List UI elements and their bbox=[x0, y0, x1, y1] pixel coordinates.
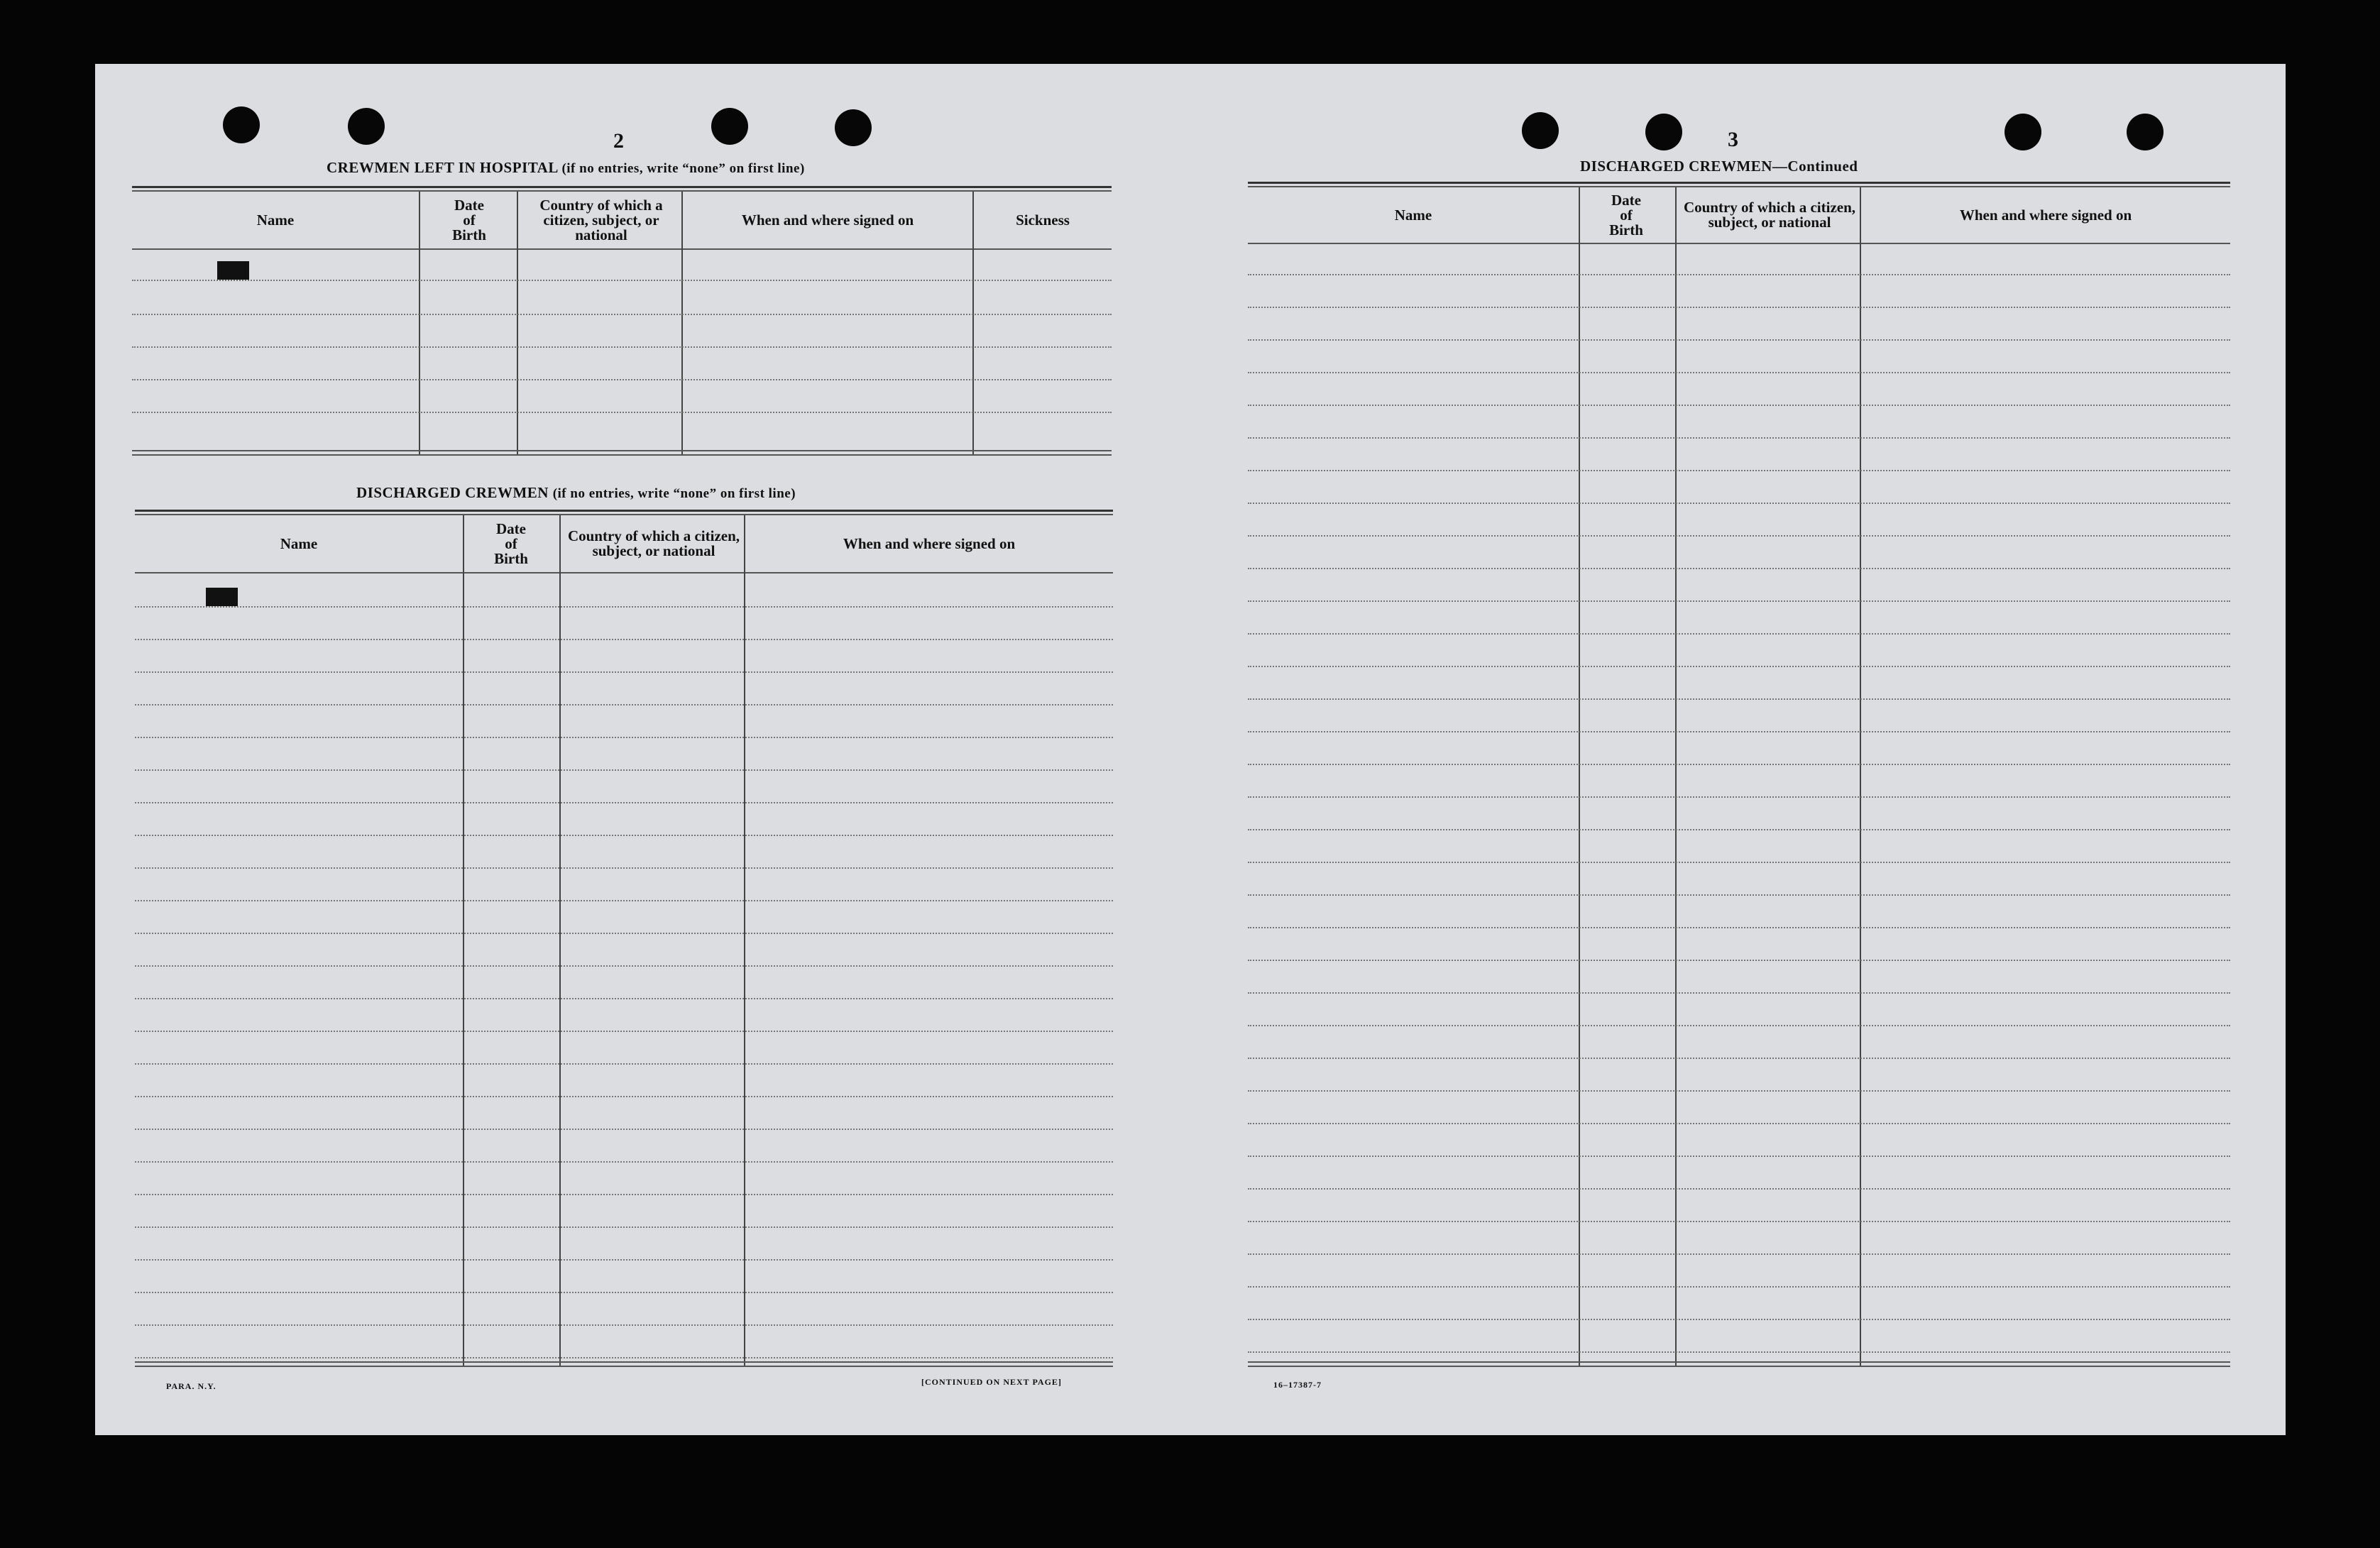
table-row-line bbox=[1248, 829, 2230, 830]
continued-section-title: DISCHARGED CREWMEN—Continued bbox=[1580, 158, 1858, 175]
page-number-left: 2 bbox=[613, 129, 624, 153]
table-row-line bbox=[132, 412, 1112, 413]
table-row-line bbox=[135, 1096, 1113, 1097]
table-row-line bbox=[135, 769, 1113, 771]
col-header-signed-on: When and where signed on bbox=[843, 534, 1016, 552]
document-sheet bbox=[95, 64, 2286, 1435]
table-row-line bbox=[1248, 666, 2230, 667]
punch-hole bbox=[1522, 112, 1559, 149]
hospital-title-text: CREWMEN LEFT IN HOSPITAL bbox=[327, 159, 558, 176]
table-bottom-rule bbox=[132, 454, 1112, 456]
table-row-line bbox=[1248, 1123, 2230, 1124]
table-row-line bbox=[135, 606, 1113, 608]
table-row-line bbox=[1248, 1025, 2230, 1026]
table-row-line bbox=[1248, 1090, 2230, 1092]
table-row-line bbox=[1248, 568, 2230, 569]
table-row-line bbox=[1248, 535, 2230, 537]
col-header-signed-on: When and where signed on bbox=[741, 211, 914, 229]
table-row-line bbox=[1248, 372, 2230, 373]
punch-hole bbox=[223, 106, 260, 143]
column-divider bbox=[1579, 187, 1580, 1367]
col-header-name: Name bbox=[1394, 206, 1432, 224]
col-header-country: Country of which a citizen, subject, or national bbox=[1683, 199, 1856, 231]
table-row-line bbox=[1248, 1319, 2230, 1320]
table-row-line bbox=[135, 1357, 1113, 1358]
discharged-instruction: (if no entries, write “none” on first line) bbox=[552, 486, 796, 501]
punch-hole bbox=[1645, 114, 1682, 150]
discharged-table-right bbox=[1248, 182, 2230, 1438]
column-divider bbox=[559, 515, 561, 1367]
table-row-line bbox=[1248, 405, 2230, 406]
punch-hole bbox=[835, 109, 872, 146]
punch-hole bbox=[348, 108, 385, 145]
col-header-country: Country of which a citizen, subject, or national bbox=[567, 527, 740, 559]
discharged-section-title bbox=[356, 484, 796, 502]
table-row-line bbox=[1248, 1155, 2230, 1157]
col-header-name: Name bbox=[256, 211, 295, 229]
column-divider bbox=[419, 192, 420, 456]
table-row-line bbox=[135, 933, 1113, 934]
table-row-line bbox=[135, 1063, 1113, 1065]
col-header-date-of-birth: Date of Birth bbox=[452, 196, 486, 243]
col-header-name: Name bbox=[280, 534, 318, 552]
table-row-line bbox=[1248, 437, 2230, 439]
header-bottom-rule bbox=[135, 572, 1113, 573]
table-row-line bbox=[132, 346, 1112, 348]
table-row-line bbox=[135, 737, 1113, 738]
table-row-line bbox=[1248, 698, 2230, 700]
hospital-section-title bbox=[327, 159, 805, 177]
table-bottom-rule bbox=[135, 1366, 1113, 1367]
redacted-entry-none: none bbox=[207, 588, 237, 605]
table-top-rule bbox=[135, 510, 1113, 512]
table-row-line bbox=[1248, 992, 2230, 994]
table-row-line bbox=[135, 1226, 1113, 1228]
table-bottom-rule bbox=[132, 450, 1112, 451]
table-row-line bbox=[132, 314, 1112, 315]
table-row-line bbox=[1248, 1286, 2230, 1288]
table-bottom-rule bbox=[1248, 1361, 2230, 1363]
table-row-line bbox=[135, 867, 1113, 869]
table-row-line bbox=[135, 1324, 1113, 1326]
table-row-line bbox=[135, 1031, 1113, 1032]
table-row-line bbox=[1248, 1221, 2230, 1222]
discharged-title-text: DISCHARGED CREWMEN bbox=[356, 484, 549, 501]
continued-note: [CONTINUED ON NEXT PAGE] bbox=[921, 1377, 1062, 1387]
discharged-table-left bbox=[135, 510, 1113, 1432]
col-header-signed-on: When and where signed on bbox=[1959, 206, 2132, 224]
table-row-line bbox=[135, 835, 1113, 836]
col-header-sickness: Sickness bbox=[1016, 211, 1070, 229]
table-row-line bbox=[1248, 960, 2230, 961]
table-row-line bbox=[1248, 764, 2230, 765]
table-row-line bbox=[1248, 339, 2230, 341]
table-row-line bbox=[1248, 862, 2230, 863]
table-row-line bbox=[1248, 503, 2230, 504]
table-row-line bbox=[1248, 470, 2230, 471]
table-row-line bbox=[135, 1194, 1113, 1195]
table-row-line bbox=[1248, 1188, 2230, 1190]
column-divider bbox=[463, 515, 464, 1367]
redacted-entry-none: none bbox=[219, 261, 248, 279]
table-row-line bbox=[135, 965, 1113, 967]
column-divider bbox=[744, 515, 745, 1367]
table-row-line bbox=[135, 900, 1113, 901]
punch-hole bbox=[711, 108, 748, 145]
table-row-line bbox=[135, 704, 1113, 706]
form-number: 16–17387-7 bbox=[1273, 1380, 1322, 1390]
col-header-date-of-birth: Date of Birth bbox=[1609, 191, 1643, 238]
table-row-line bbox=[1248, 1351, 2230, 1353]
header-bottom-rule bbox=[132, 248, 1112, 250]
table-row-line bbox=[1248, 894, 2230, 896]
hospital-instruction: (if no entries, write “none” on first line) bbox=[561, 161, 805, 176]
table-row-line bbox=[132, 379, 1112, 380]
col-header-date-of-birth: Date of Birth bbox=[494, 520, 528, 567]
table-row-line bbox=[135, 671, 1113, 673]
table-row-line bbox=[1248, 796, 2230, 798]
hospital-table bbox=[132, 186, 1112, 520]
punch-hole bbox=[2005, 114, 2041, 150]
table-row-line bbox=[135, 639, 1113, 640]
column-divider bbox=[1860, 187, 1861, 1367]
table-row-line bbox=[1248, 633, 2230, 635]
table-row-line bbox=[1248, 1253, 2230, 1255]
table-row-line bbox=[135, 998, 1113, 999]
table-row-line bbox=[132, 280, 1112, 281]
printer-mark: PARA. N.Y. bbox=[166, 1381, 216, 1391]
table-row-line bbox=[1248, 927, 2230, 928]
table-top-rule bbox=[132, 186, 1112, 188]
column-divider bbox=[517, 192, 518, 456]
table-row-line bbox=[1248, 731, 2230, 732]
table-row-line bbox=[135, 1161, 1113, 1163]
table-bottom-rule bbox=[135, 1361, 1113, 1363]
punch-hole bbox=[2127, 114, 2164, 150]
table-row-line bbox=[135, 1292, 1113, 1293]
table-row-line bbox=[1248, 1058, 2230, 1059]
page-number-right: 3 bbox=[1728, 128, 1738, 151]
table-top-rule bbox=[1248, 182, 2230, 184]
table-bottom-rule bbox=[1248, 1366, 2230, 1367]
col-header-country: Country of which a citizen, subject, or national bbox=[539, 196, 663, 243]
table-row-line bbox=[135, 1259, 1113, 1261]
column-divider bbox=[1675, 187, 1677, 1367]
table-row-line bbox=[135, 802, 1113, 803]
table-row-line bbox=[1248, 274, 2230, 275]
header-bottom-rule bbox=[1248, 243, 2230, 244]
table-row-line bbox=[1248, 600, 2230, 602]
table-row-line bbox=[135, 1129, 1113, 1130]
table-row-line bbox=[1248, 307, 2230, 308]
